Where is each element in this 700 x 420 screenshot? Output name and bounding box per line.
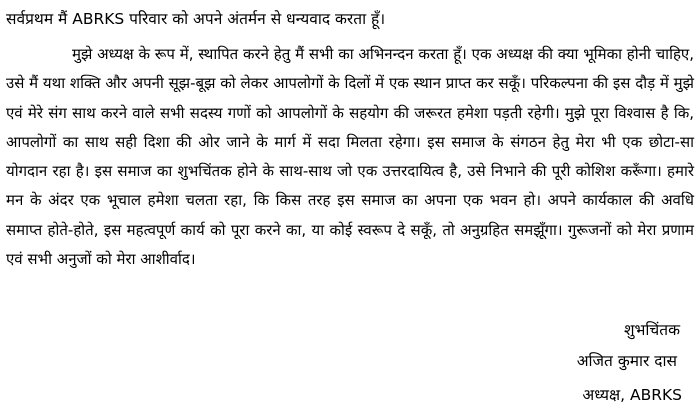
signature-closing: शुभचिंतक — [623, 321, 680, 339]
letter-opening-line: सर्वप्रथम मैं ABRKS परिवार को अपने अंतर्मन से धन्यवाद करता हूँ। — [6, 10, 386, 28]
letter-body-paragraph: मुझे अध्यक्ष के रूप में, स्थापित करने हेतु मैं सभी का अभिनन्दन करता हूँ। एक अध्यक्ष की क्या भूमिका होनी चाहिए, उसे मैं यथा शक्ति और अपनी सूझ-बूझ को लेकर आपलोगों के दिलों में एक स्थान प्राप्त कर सकूँ। परिकल्पना की इस दौड़ में मुझे एवं मेरे संग साथ करने वाले सभी सदस्य गणों को आपलोगों के सहयोग की जरूरत हमेशा पड़ती रहेगी। मुझे पूरा विश्वास है कि, आपलोगों का साथ सही दिशा की ओर जाने के मार्ग में सदा मिलता रहेगा। इस समाज के संगठन हेतु मेरा भी एक छोटा-सा योगदान रहा है। इस समाज का शुभचिंतक होने के साथ-साथ जो एक उत्तरदायित्व है, उसे निभाने की पूरी कोशिश करूँगा। हमारे मन के अंदर एक भूचाल हमेशा चलता रहा, कि किस तरह इस समाज का अपना एक भवन हो। अपने कार्यकाल की अवधि समाप्त होते-होते, इस महत्वपूर्ण कार्य को पूरा करने का, या कोई स्वरूप दे सकूँ, तो अनुग्रहित समझूँगा। गुरूजनों को मेरा प्रणाम एवं सभी अनुजों को मेरा आशीर्वाद। — [6, 45, 694, 269]
signature-title: अध्यक्ष, ABRKS — [582, 386, 682, 404]
signature-name: अजित कुमार दास — [576, 352, 677, 370]
